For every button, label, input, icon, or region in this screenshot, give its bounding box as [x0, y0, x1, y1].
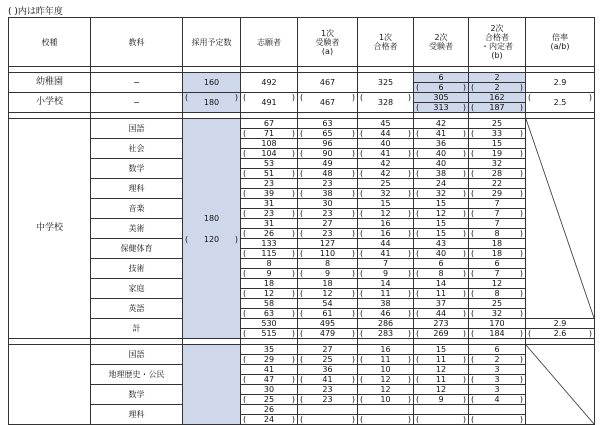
applicants-junior-prev-4: ( 23 ) — [241, 209, 298, 219]
second-exam-junior-prev-2: ( 38 ) — [414, 169, 469, 179]
first-pass-junior-prev-1: ( 41 ) — [358, 149, 414, 159]
first-exam-junior-prev-10: ( 479 ) — [298, 329, 358, 339]
first-pass-high-prev-0: ( 11 ) — [358, 355, 414, 365]
first-pass-high-3 — [358, 405, 414, 415]
second-pass-high-3 — [469, 405, 526, 415]
first-pass-junior-prev-0: ( 44 ) — [358, 129, 414, 139]
school-elementary: 小学校 — [9, 93, 91, 113]
applicants-high-prev-0: ( 29 ) — [241, 355, 298, 365]
second-exam-junior-0: 42 — [414, 119, 469, 129]
second-pass-high-prev-3: ( ) — [469, 415, 526, 425]
subject-high-0: 国語 — [91, 345, 183, 365]
second-pass-junior-4: 7 — [469, 199, 526, 209]
second-exam-junior-4: 15 — [414, 199, 469, 209]
row-elementary — [9, 93, 595, 103]
first-exam-elementary: ( 467 ) — [298, 93, 358, 113]
school-kindergarten: 幼稚園 — [9, 73, 91, 93]
table-note: ( )内は昨年度 — [8, 7, 63, 17]
applicants-junior-5: 31 — [241, 219, 298, 229]
applicants-high-1: 41 — [241, 365, 298, 375]
second-pass-junior-7: 6 — [469, 259, 526, 269]
planned-high — [183, 345, 241, 425]
applicants-junior-prev-8: ( 12 ) — [241, 289, 298, 299]
second-pass-junior-1: 15 — [469, 139, 526, 149]
second-exam-junior-1: 36 — [414, 139, 469, 149]
ratio-diagonal — [526, 119, 595, 319]
second-exam-junior-prev-5: ( 15 ) — [414, 229, 469, 239]
first-pass-junior-10: 286 — [358, 319, 414, 329]
first-pass-junior-7: 7 — [358, 259, 414, 269]
row-high-2 — [9, 385, 595, 395]
row-junior-5 — [9, 219, 595, 229]
first-pass-high-2: 12 — [358, 385, 414, 395]
second-pass-junior-10: 170 — [469, 319, 526, 329]
second-exam-junior-7: 6 — [414, 259, 469, 269]
planned-junior: 180 ( 120 ) — [183, 119, 241, 339]
applicants-junior-prev-9: ( 63 ) — [241, 309, 298, 319]
applicants-junior-prev-6: ( 115 ) — [241, 249, 298, 259]
second-pass-junior-9: 25 — [469, 299, 526, 309]
row-junior-10 — [9, 319, 595, 329]
applicants-junior-4: 31 — [241, 199, 298, 209]
subject-kindergarten: − — [91, 73, 183, 93]
applicants-high-2: 30 — [241, 385, 298, 395]
row-kindergarten — [9, 73, 595, 83]
applicants-high-prev-3: ( 24 ) — [241, 415, 298, 425]
row-junior-2 — [9, 159, 595, 169]
second-exam-junior-prev-6: ( 40 ) — [414, 249, 469, 259]
first-pass-junior-9: 38 — [358, 299, 414, 309]
first-exam-kindergarten: 467 — [298, 73, 358, 93]
subject-junior-2: 数学 — [91, 159, 183, 179]
first-pass-high-prev-3: ( ) — [358, 415, 414, 425]
first-exam-junior-prev-4: ( 23 ) — [298, 209, 358, 219]
applicants-junior-prev-7: ( 9 ) — [241, 269, 298, 279]
row-junior-0 — [9, 119, 595, 129]
first-exam-junior-2: 49 — [298, 159, 358, 169]
first-exam-junior-prev-5: ( 23 ) — [298, 229, 358, 239]
row-junior-8 — [9, 279, 595, 289]
second-pass-elementary: 162 — [469, 93, 526, 103]
subject-junior-6: 保健体育 — [91, 239, 183, 259]
applicants-junior-prev-10: ( 515 ) — [241, 329, 298, 339]
first-exam-high-prev-2: ( 23 ) — [298, 395, 358, 405]
second-pass-junior-0: 25 — [469, 119, 526, 129]
header-subject: 教科 — [91, 18, 183, 67]
applicants-junior-2: 53 — [241, 159, 298, 169]
second-pass-high-prev-1: ( 3 ) — [469, 375, 526, 385]
second-exam-high-1: 12 — [414, 365, 469, 375]
second-pass-high-1: 3 — [469, 365, 526, 375]
subject-junior-10: 計 — [91, 319, 183, 339]
second-exam-junior-10: 273 — [414, 319, 469, 329]
first-pass-high-1: 10 — [358, 365, 414, 375]
subject-junior-9: 英語 — [91, 299, 183, 319]
second-exam-junior-prev-3: ( 32 ) — [414, 189, 469, 199]
second-exam-junior-prev-9: ( 44 ) — [414, 309, 469, 319]
header-ratio: 倍率 (a/b) — [526, 18, 595, 67]
first-exam-junior-prev-9: ( 61 ) — [298, 309, 358, 319]
subject-junior-5: 美術 — [91, 219, 183, 239]
second-pass-high-0: 6 — [469, 345, 526, 355]
first-pass-high-0: 16 — [358, 345, 414, 355]
second-pass-high-prev-2: ( 4 ) — [469, 395, 526, 405]
header-first-pass: 1次 合格者 — [358, 18, 414, 67]
second-exam-junior-prev-4: ( 12 ) — [414, 209, 469, 219]
applicants-kindergarten: 492 — [241, 73, 298, 93]
second-pass-junior-6: 18 — [469, 239, 526, 249]
subject-junior-3: 理科 — [91, 179, 183, 199]
first-exam-junior-prev-2: ( 48 ) — [298, 169, 358, 179]
second-pass-junior-prev-7: ( 7 ) — [469, 269, 526, 279]
applicants-junior-6: 133 — [241, 239, 298, 249]
first-pass-junior-prev-6: ( 41 ) — [358, 249, 414, 259]
second-exam-junior-2: 40 — [414, 159, 469, 169]
second-exam-junior-9: 37 — [414, 299, 469, 309]
results-table — [8, 17, 595, 425]
first-pass-kindergarten: 325 — [358, 73, 414, 93]
first-exam-high-prev-1: ( 41 ) — [298, 375, 358, 385]
first-exam-junior-1: 96 — [298, 139, 358, 149]
subject-high-2: 数学 — [91, 385, 183, 405]
second-exam-junior-3: 24 — [414, 179, 469, 189]
first-exam-junior-6: 127 — [298, 239, 358, 249]
row-high-3 — [9, 405, 595, 415]
first-exam-junior-prev-6: ( 110 ) — [298, 249, 358, 259]
applicants-junior-prev-2: ( 51 ) — [241, 169, 298, 179]
first-exam-junior-9: 54 — [298, 299, 358, 309]
second-pass-junior-prev-2: ( 28 ) — [469, 169, 526, 179]
first-exam-junior-prev-8: ( 12 ) — [298, 289, 358, 299]
applicants-high-3: 26 — [241, 405, 298, 415]
second-pass-high-prev-0: ( 2 ) — [469, 355, 526, 365]
second-exam-high-prev-0: ( 11 ) — [414, 355, 469, 365]
row-junior-3 — [9, 179, 595, 189]
second-exam-high-prev-1: ( 11 ) — [414, 375, 469, 385]
header-school-type: 校種 — [9, 18, 91, 67]
row-high-1 — [9, 365, 595, 375]
first-exam-junior-0: 63 — [298, 119, 358, 129]
second-exam-junior-prev-0: ( 41 ) — [414, 129, 469, 139]
applicants-junior-1: 108 — [241, 139, 298, 149]
applicants-high-prev-1: ( 47 ) — [241, 375, 298, 385]
second-exam-elementary-prev: ( 313 ) — [414, 103, 469, 113]
first-exam-high-2: 23 — [298, 385, 358, 395]
first-pass-junior-prev-2: ( 42 ) — [358, 169, 414, 179]
first-exam-high-3 — [298, 405, 358, 415]
second-exam-high-prev-2: ( 9 ) — [414, 395, 469, 405]
second-pass-high-2: 3 — [469, 385, 526, 395]
second-pass-junior-prev-6: ( 18 ) — [469, 249, 526, 259]
subject-junior-7: 技術 — [91, 259, 183, 279]
second-pass-kindergarten-prev: ( 2 ) — [469, 83, 526, 93]
first-pass-high-prev-2: ( 10 ) — [358, 395, 414, 405]
first-exam-junior-prev-7: ( 9 ) — [298, 269, 358, 279]
first-pass-junior-prev-10: ( 283 ) — [358, 329, 414, 339]
applicants-elementary: ( 491 ) — [241, 93, 298, 113]
first-pass-junior-prev-5: ( 16 ) — [358, 229, 414, 239]
first-pass-junior-prev-9: ( 46 ) — [358, 309, 414, 319]
row-junior-7 — [9, 259, 595, 269]
applicants-junior-8: 18 — [241, 279, 298, 289]
subject-junior-8: 家庭 — [91, 279, 183, 299]
first-pass-junior-3: 25 — [358, 179, 414, 189]
second-exam-junior-prev-1: ( 40 ) — [414, 149, 469, 159]
row-high-0 — [9, 345, 595, 355]
ratio-junior-total: 2.9 — [526, 319, 595, 329]
second-exam-kindergarten: 6 — [414, 73, 469, 83]
ratio-kindergarten: 2.9 — [526, 73, 595, 93]
second-exam-junior-8: 14 — [414, 279, 469, 289]
second-exam-high-0: 15 — [414, 345, 469, 355]
first-pass-junior-8: 14 — [358, 279, 414, 289]
second-exam-high-2: 12 — [414, 385, 469, 395]
applicants-junior-prev-3: ( 39 ) — [241, 189, 298, 199]
first-pass-junior-0: 45 — [358, 119, 414, 129]
subject-high-1: 地理歴史・公民 — [91, 365, 183, 385]
applicants-junior-7: 8 — [241, 259, 298, 269]
first-pass-junior-6: 44 — [358, 239, 414, 249]
first-exam-junior-prev-1: ( 90 ) — [298, 149, 358, 159]
first-pass-junior-2: 42 — [358, 159, 414, 169]
applicants-junior-10: 530 — [241, 319, 298, 329]
applicants-junior-9: 58 — [241, 299, 298, 309]
row-junior-1 — [9, 139, 595, 149]
school-high — [9, 345, 91, 425]
header-second-exam: 2次 受験者 — [414, 18, 469, 67]
first-exam-junior-7: 8 — [298, 259, 358, 269]
first-pass-junior-prev-8: ( 11 ) — [358, 289, 414, 299]
first-exam-high-prev-0: ( 25 ) — [298, 355, 358, 365]
subject-elementary: − — [91, 93, 183, 113]
second-pass-elementary-prev: ( 187 ) — [469, 103, 526, 113]
applicants-high-0: 35 — [241, 345, 298, 355]
applicants-junior-prev-0: ( 71 ) — [241, 129, 298, 139]
second-exam-junior-prev-8: ( 11 ) — [414, 289, 469, 299]
ratio-elementary: ( 2.5 ) — [526, 93, 595, 113]
applicants-junior-0: 67 — [241, 119, 298, 129]
applicants-high-prev-2: ( 25 ) — [241, 395, 298, 405]
second-pass-junior-prev-10: ( 184 ) — [469, 329, 526, 339]
first-exam-high-0: 27 — [298, 345, 358, 355]
first-exam-junior-10: 495 — [298, 319, 358, 329]
second-pass-junior-prev-4: ( 7 ) — [469, 209, 526, 219]
row-junior-4 — [9, 199, 595, 209]
row-junior-6 — [9, 239, 595, 249]
first-exam-high-1: 36 — [298, 365, 358, 375]
second-exam-junior-prev-10: ( 269 ) — [414, 329, 469, 339]
first-exam-junior-4: 30 — [298, 199, 358, 209]
second-exam-elementary: 305 — [414, 93, 469, 103]
first-exam-junior-8: 18 — [298, 279, 358, 289]
second-exam-junior-5: 15 — [414, 219, 469, 229]
first-pass-junior-prev-4: ( 12 ) — [358, 209, 414, 219]
applicants-junior-3: 23 — [241, 179, 298, 189]
second-pass-junior-5: 7 — [469, 219, 526, 229]
second-pass-junior-prev-5: ( 8 ) — [469, 229, 526, 239]
row-junior-9 — [9, 299, 595, 309]
second-pass-junior-prev-3: ( 29 ) — [469, 189, 526, 199]
first-exam-junior-prev-0: ( 65 ) — [298, 129, 358, 139]
first-pass-junior-1: 40 — [358, 139, 414, 149]
subject-junior-0: 国語 — [91, 119, 183, 139]
header-first-exam: 1次 受験者 (a) — [298, 18, 358, 67]
second-pass-junior-prev-0: ( 33 ) — [469, 129, 526, 139]
applicants-junior-prev-1: ( 104 ) — [241, 149, 298, 159]
second-pass-junior-3: 22 — [469, 179, 526, 189]
first-pass-high-prev-1: ( 12 ) — [358, 375, 414, 385]
subject-junior-1: 社会 — [91, 139, 183, 159]
header-second-pass: 2次 合格者 ・内定者 (b) — [469, 18, 526, 67]
second-pass-junior-8: 12 — [469, 279, 526, 289]
applicants-junior-prev-5: ( 26 ) — [241, 229, 298, 239]
subject-high-3: 理科 — [91, 405, 183, 425]
first-pass-junior-prev-3: ( 32 ) — [358, 189, 414, 199]
planned-elementary: ( 180 ) — [183, 93, 241, 113]
second-exam-kindergarten-prev: ( 6 ) — [414, 83, 469, 93]
first-pass-junior-5: 16 — [358, 219, 414, 229]
first-exam-junior-prev-3: ( 38 ) — [298, 189, 358, 199]
second-pass-junior-prev-8: ( 8 ) — [469, 289, 526, 299]
second-exam-high-prev-3: ( ) — [414, 415, 469, 425]
subject-junior-4: 音楽 — [91, 199, 183, 219]
second-exam-junior-6: 43 — [414, 239, 469, 249]
second-exam-high-3 — [414, 405, 469, 415]
first-pass-junior-prev-7: ( 9 ) — [358, 269, 414, 279]
first-exam-high-prev-3: ( ) — [298, 415, 358, 425]
first-pass-elementary: ( 328 ) — [358, 93, 414, 113]
second-pass-kindergarten: 2 — [469, 73, 526, 83]
header-applicants: 志願者 — [241, 18, 298, 67]
header-planned: 採用予定数 — [183, 18, 241, 67]
second-pass-junior-2: 32 — [469, 159, 526, 169]
second-pass-junior-prev-1: ( 19 ) — [469, 149, 526, 159]
first-exam-junior-5: 27 — [298, 219, 358, 229]
first-exam-junior-3: 23 — [298, 179, 358, 189]
second-pass-junior-prev-9: ( 32 ) — [469, 309, 526, 319]
school-junior: 中学校 — [9, 119, 91, 339]
ratio-junior-total-prev: ( 2.6 ) — [526, 329, 595, 339]
first-pass-junior-4: 15 — [358, 199, 414, 209]
planned-kindergarten: 160 — [183, 73, 241, 93]
ratio-diagonal-high — [526, 345, 595, 425]
second-exam-junior-prev-7: ( 8 ) — [414, 269, 469, 279]
